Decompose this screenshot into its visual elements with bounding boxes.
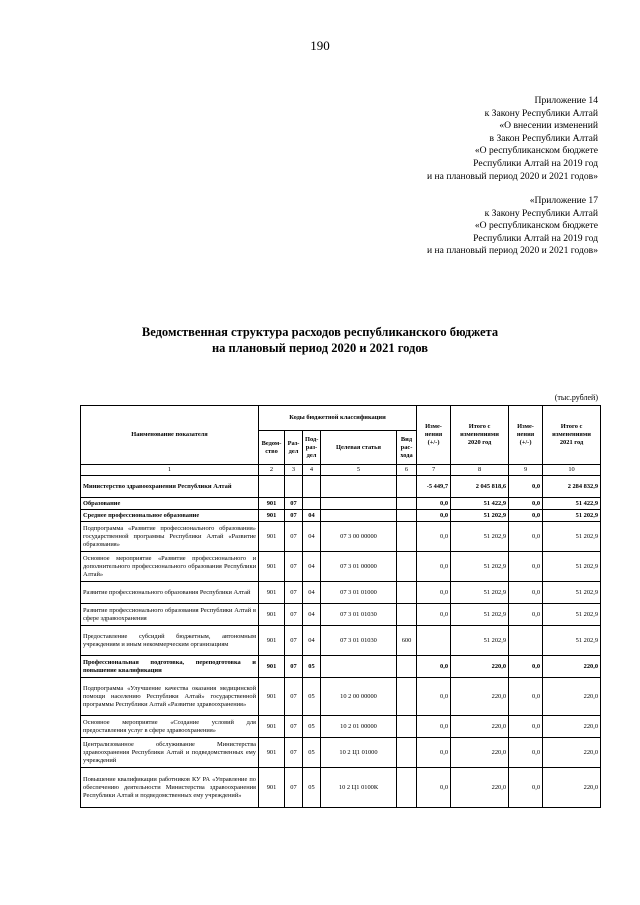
header-section: Раз-дел — [285, 431, 303, 465]
cell-change-2020: -5 449,7 — [417, 476, 451, 498]
cell-expense-type — [397, 476, 417, 498]
appendix-line: «Приложение 17 — [529, 195, 598, 206]
budget-table — [80, 405, 601, 808]
column-number: 4 — [303, 465, 321, 476]
appendix-line: Приложение 14 — [534, 95, 598, 106]
cell-target: 07 3 01 01030 — [321, 604, 397, 626]
table-row — [81, 582, 601, 604]
cell-name: Профессиональная подготовка, переподготовка и повышение квалификации — [81, 656, 259, 678]
cell-subsection: 04 — [303, 582, 321, 604]
cell-name: Повышение квалификации работников КУ РА «Управление по обеспечению деятельности Министерства здравоохранения Республики Алтай и подведомственных ему учреждений» — [81, 768, 259, 808]
cell-total-2020: 220,0 — [451, 738, 509, 768]
cell-total-2020: 51 202,9 — [451, 522, 509, 552]
cell-subsection: 05 — [303, 716, 321, 738]
cell-change-2021: 0,0 — [509, 510, 543, 522]
cell-name: Подпрограмма «Улучшение качества оказания медицинской помощи населению Республики Алтай» государственной программы Республики Алтай «Развитие здравоохранения» — [81, 678, 259, 716]
cell-subsection: 04 — [303, 552, 321, 582]
cell-total-2020: 2 045 818,6 — [451, 476, 509, 498]
cell-change-2020: 0,0 — [417, 656, 451, 678]
cell-change-2020 — [417, 626, 451, 656]
cell-expense-type — [397, 552, 417, 582]
cell-expense-type: 600 — [397, 626, 417, 656]
cell-total-2021: 51 202,9 — [543, 582, 601, 604]
cell-total-2020: 51 422,9 — [451, 498, 509, 510]
cell-change-2021: 0,0 — [509, 716, 543, 738]
cell-total-2021: 51 202,9 — [543, 626, 601, 656]
page-number: 190 — [310, 38, 330, 53]
cell-total-2021: 51 202,9 — [543, 510, 601, 522]
cell-section: 07 — [285, 582, 303, 604]
cell-expense-type — [397, 716, 417, 738]
cell-dept: 901 — [259, 582, 285, 604]
column-number: 7 — [417, 465, 451, 476]
cell-target: 10 2 Ц1 01000 — [321, 738, 397, 768]
cell-section: 07 — [285, 768, 303, 808]
table-row — [81, 476, 601, 498]
cell-section: 07 — [285, 656, 303, 678]
header-dept: Ведом-ство — [259, 431, 285, 465]
appendix-line: к Закону Республики Алтай — [484, 107, 598, 119]
cell-name: Образование — [81, 498, 259, 510]
cell-subsection: 05 — [303, 678, 321, 716]
cell-change-2020: 0,0 — [417, 768, 451, 808]
cell-dept: 901 — [259, 716, 285, 738]
column-number-row — [81, 465, 601, 476]
table-body — [81, 465, 601, 808]
cell-total-2020: 220,0 — [451, 716, 509, 738]
cell-change-2020: 0,0 — [417, 522, 451, 552]
appendix-line: и на плановый период 2020 и 2021 годов» — [427, 245, 598, 257]
cell-expense-type — [397, 604, 417, 626]
cell-name: Предоставление субсидий бюджетным, автономным учреждениям и иным некоммерческим организациям — [81, 626, 259, 656]
cell-change-2020: 0,0 — [417, 716, 451, 738]
cell-expense-type — [397, 522, 417, 552]
header-target: Целевая статья — [321, 431, 397, 465]
appendix-line: «О внесении изменений — [499, 120, 598, 132]
table-row — [81, 522, 601, 552]
cell-target: 10 2 Ц1 0100К — [321, 768, 397, 808]
cell-total-2020: 51 202,9 — [451, 604, 509, 626]
cell-dept: 901 — [259, 678, 285, 716]
cell-target: 10 2 01 00000 — [321, 716, 397, 738]
cell-change-2020: 0,0 — [417, 738, 451, 768]
cell-section — [285, 476, 303, 498]
cell-name: Министерство здравоохранения Республики Алтай — [81, 476, 259, 498]
column-number: 5 — [321, 465, 397, 476]
cell-change-2020: 0,0 — [417, 510, 451, 522]
cell-change-2021: 0,0 — [509, 476, 543, 498]
cell-name: Централизованное обслуживание Министерства здравоохранения Республики Алтай и подведомственных ему учреждений — [81, 738, 259, 768]
cell-dept — [259, 476, 285, 498]
title-line-1: Ведомственная структура расходов республиканского бюджета — [141, 325, 499, 339]
cell-change-2021: 0,0 — [509, 768, 543, 808]
column-number: 2 — [259, 465, 285, 476]
cell-target — [321, 656, 397, 678]
table-row — [81, 626, 601, 656]
cell-total-2021: 220,0 — [543, 738, 601, 768]
cell-target: 10 2 00 00000 — [321, 678, 397, 716]
cell-change-2020: 0,0 — [417, 582, 451, 604]
header-change-2021: Изме-нения (+/-) — [509, 406, 543, 465]
cell-total-2020: 51 202,9 — [451, 552, 509, 582]
appendix-line: Республики Алтай на 2019 год — [473, 232, 598, 244]
document-title — [0, 324, 640, 356]
cell-subsection — [303, 498, 321, 510]
cell-total-2020: 51 202,9 — [451, 582, 509, 604]
cell-target — [321, 498, 397, 510]
cell-total-2020: 51 202,9 — [451, 510, 509, 522]
cell-expense-type — [397, 656, 417, 678]
cell-section: 07 — [285, 510, 303, 522]
cell-expense-type — [397, 582, 417, 604]
cell-name: Среднее профессиональное образование — [81, 510, 259, 522]
header-total-2021: Итого с изменениями 2021 год — [543, 406, 601, 465]
cell-expense-type — [397, 768, 417, 808]
cell-change-2021: 0,0 — [509, 604, 543, 626]
cell-total-2020: 220,0 — [451, 768, 509, 808]
cell-name: Основное мероприятие «Развитие профессионального и дополнительного профессионального образования Республики Алтай» — [81, 552, 259, 582]
cell-target — [321, 476, 397, 498]
header-subsection: Под-раз-дел — [303, 431, 321, 465]
table-row — [81, 768, 601, 808]
cell-total-2021: 220,0 — [543, 716, 601, 738]
appendix-17-header — [427, 195, 598, 258]
table-row — [81, 604, 601, 626]
cell-change-2021: 0,0 — [509, 656, 543, 678]
cell-total-2021: 220,0 — [543, 656, 601, 678]
cell-expense-type — [397, 498, 417, 510]
cell-subsection: 04 — [303, 510, 321, 522]
table-row — [81, 552, 601, 582]
table-row — [81, 738, 601, 768]
cell-name: Развитие профессионального образования Республики Алтай в сфере здравоохранения — [81, 604, 259, 626]
cell-target: 07 3 01 01000 — [321, 582, 397, 604]
table-row — [81, 678, 601, 716]
cell-change-2020: 0,0 — [417, 552, 451, 582]
cell-subsection: 04 — [303, 626, 321, 656]
appendix-14-header — [427, 95, 598, 183]
cell-subsection: 05 — [303, 768, 321, 808]
cell-change-2021 — [509, 626, 543, 656]
cell-change-2020: 0,0 — [417, 498, 451, 510]
cell-section: 07 — [285, 626, 303, 656]
cell-subsection: 04 — [303, 522, 321, 552]
cell-change-2021: 0,0 — [509, 582, 543, 604]
appendix-line: «О республиканском бюджете — [474, 220, 598, 232]
header-codes-group: Коды бюджетной классификации — [259, 406, 417, 431]
appendix-line: Республики Алтай на 2019 год — [473, 157, 598, 169]
cell-total-2020: 51 202,9 — [451, 626, 509, 656]
header-expense-type: Вид рас-хода — [397, 431, 417, 465]
table-row — [81, 656, 601, 678]
cell-total-2020: 220,0 — [451, 656, 509, 678]
cell-name: Подпрограмма «Развитие профессионального образования» государственной программы Республики Алтай «Развитие образования» — [81, 522, 259, 552]
cell-dept: 901 — [259, 552, 285, 582]
cell-change-2021: 0,0 — [509, 552, 543, 582]
table-row — [81, 716, 601, 738]
cell-dept: 901 — [259, 656, 285, 678]
header-total-2020: Итого с изменениями 2020 год — [451, 406, 509, 465]
cell-total-2021: 220,0 — [543, 768, 601, 808]
cell-change-2021: 0,0 — [509, 678, 543, 716]
cell-target: 07 3 00 00000 — [321, 522, 397, 552]
cell-total-2021: 51 202,9 — [543, 604, 601, 626]
cell-name: Развитие профессионального образования Республики Алтай — [81, 582, 259, 604]
cell-dept: 901 — [259, 498, 285, 510]
cell-change-2020: 0,0 — [417, 604, 451, 626]
cell-change-2020: 0,0 — [417, 678, 451, 716]
header-change-2020: Изме-нения (+/-) — [417, 406, 451, 465]
header-name: Наименование показателя — [81, 406, 259, 465]
cell-section: 07 — [285, 604, 303, 626]
cell-target: 07 3 01 01030 — [321, 626, 397, 656]
cell-section: 07 — [285, 552, 303, 582]
cell-change-2021: 0,0 — [509, 498, 543, 510]
cell-subsection: 05 — [303, 656, 321, 678]
cell-total-2021: 51 422,9 — [543, 498, 601, 510]
title-line-2: на плановый период 2020 и 2021 годов — [211, 341, 429, 355]
cell-dept: 901 — [259, 604, 285, 626]
column-number: 10 — [543, 465, 601, 476]
cell-total-2021: 220,0 — [543, 678, 601, 716]
column-number: 3 — [285, 465, 303, 476]
unit-note: (тыс.рублей) — [554, 393, 598, 402]
appendix-line: в Закон Республики Алтай — [489, 132, 598, 144]
cell-target — [321, 510, 397, 522]
cell-subsection — [303, 476, 321, 498]
cell-subsection: 05 — [303, 738, 321, 768]
table-row — [81, 510, 601, 522]
column-number: 8 — [451, 465, 509, 476]
cell-change-2021: 0,0 — [509, 522, 543, 552]
cell-total-2021: 51 202,9 — [543, 552, 601, 582]
column-number: 1 — [81, 465, 259, 476]
cell-total-2020: 220,0 — [451, 678, 509, 716]
cell-subsection: 04 — [303, 604, 321, 626]
cell-name: Основное мероприятие «Создание условий для предоставления услуг в сфере здравоохранения» — [81, 716, 259, 738]
cell-section: 07 — [285, 522, 303, 552]
cell-section: 07 — [285, 738, 303, 768]
column-number: 6 — [397, 465, 417, 476]
cell-section: 07 — [285, 498, 303, 510]
cell-expense-type — [397, 678, 417, 716]
cell-dept: 901 — [259, 510, 285, 522]
appendix-line: и на плановый период 2020 и 2021 годов» — [427, 170, 598, 182]
appendix-line: «О республиканском бюджете — [474, 145, 598, 157]
cell-target: 07 3 01 00000 — [321, 552, 397, 582]
appendix-line: к Закону Республики Алтай — [484, 207, 598, 219]
cell-change-2021: 0,0 — [509, 738, 543, 768]
cell-expense-type — [397, 510, 417, 522]
table-row — [81, 498, 601, 510]
cell-expense-type — [397, 738, 417, 768]
cell-section: 07 — [285, 716, 303, 738]
cell-dept: 901 — [259, 626, 285, 656]
cell-dept: 901 — [259, 768, 285, 808]
cell-dept: 901 — [259, 522, 285, 552]
cell-dept: 901 — [259, 738, 285, 768]
cell-total-2021: 51 202,9 — [543, 522, 601, 552]
cell-section: 07 — [285, 678, 303, 716]
column-number: 9 — [509, 465, 543, 476]
cell-total-2021: 2 284 832,9 — [543, 476, 601, 498]
